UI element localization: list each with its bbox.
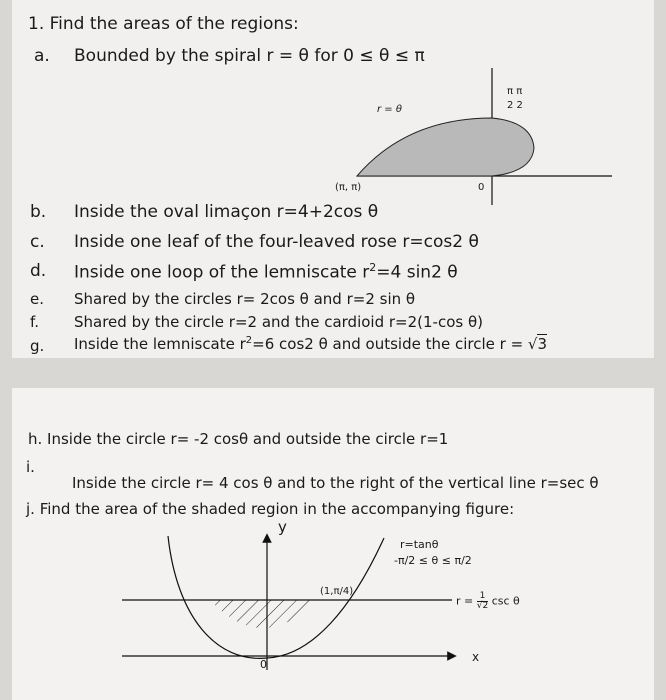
item-b-text: Inside the oval limaçon r=4+2cos θ — [74, 202, 379, 222]
spiral-origin-label: 0 — [478, 182, 485, 193]
item-i-text: Inside the circle r= 4 cos θ and to the right of the vertical line r=sec θ — [72, 474, 599, 492]
item-c-text: Inside one leaf of the four-leaved rose r=cos2 θ — [74, 232, 479, 252]
shaded-region — [210, 600, 317, 628]
tan-curve — [168, 536, 384, 658]
item-e-text: Shared by the circles r= 2cos θ and r=2 sin θ — [74, 290, 416, 308]
spiral-top-label-den: 2 2 — [507, 100, 523, 111]
spiral-top-label-num: π π — [507, 86, 523, 97]
item-g-text: Inside the lemniscate $r^2=6$ cos2 θ and outside the circle r = √3 — [74, 335, 548, 353]
line-label: r = $\frac{1}{√2}$ csc θ — [456, 591, 520, 611]
spiral-point-label: (π, π) — [335, 182, 362, 193]
item-h-text: h. Inside the circle r= -2 cosθ and outside the circle r=1 — [28, 430, 449, 448]
item-e-letter: e. — [30, 290, 44, 308]
origin-label: 0 — [260, 658, 267, 671]
item-a-letter: a. — [34, 46, 50, 66]
item-f-letter: f. — [30, 313, 39, 331]
item-g-letter: g. — [30, 337, 45, 355]
top-panel — [12, 0, 654, 358]
curve-label-1: r=tanθ — [400, 538, 439, 551]
bottom-panel — [12, 388, 654, 700]
item-j-text: j. Find the area of the shaded region in the accompanying figure: — [26, 500, 515, 518]
item-b-letter: b. — [30, 202, 47, 222]
item-f-text: Shared by the circle r=2 and the cardioid r=2(1-cos θ) — [74, 313, 483, 331]
item-a-text: Bounded by the spiral r = θ for 0 ≤ θ ≤ π — [74, 46, 425, 66]
item-d-letter: d. — [30, 261, 47, 281]
x-axis-label: x — [472, 650, 480, 664]
item-d-text: Inside one loop of the lemniscate $r^2=4$ sin2 θ — [74, 261, 458, 283]
curve-label-2: -π/2 ≤ θ ≤ π/2 — [394, 554, 472, 567]
spiral-curve-label: r = θ — [377, 104, 402, 115]
y-axis-label: y — [278, 518, 287, 536]
item-c-letter: c. — [30, 232, 45, 252]
spiral-region — [357, 118, 534, 176]
item-i-letter: i. — [26, 458, 35, 476]
sqrt-symbol: √ — [527, 335, 538, 353]
tangent-figure — [12, 388, 654, 700]
point-label: (1,π/4) — [320, 586, 354, 597]
problem-title: 1. Find the areas of the regions: — [28, 14, 299, 34]
